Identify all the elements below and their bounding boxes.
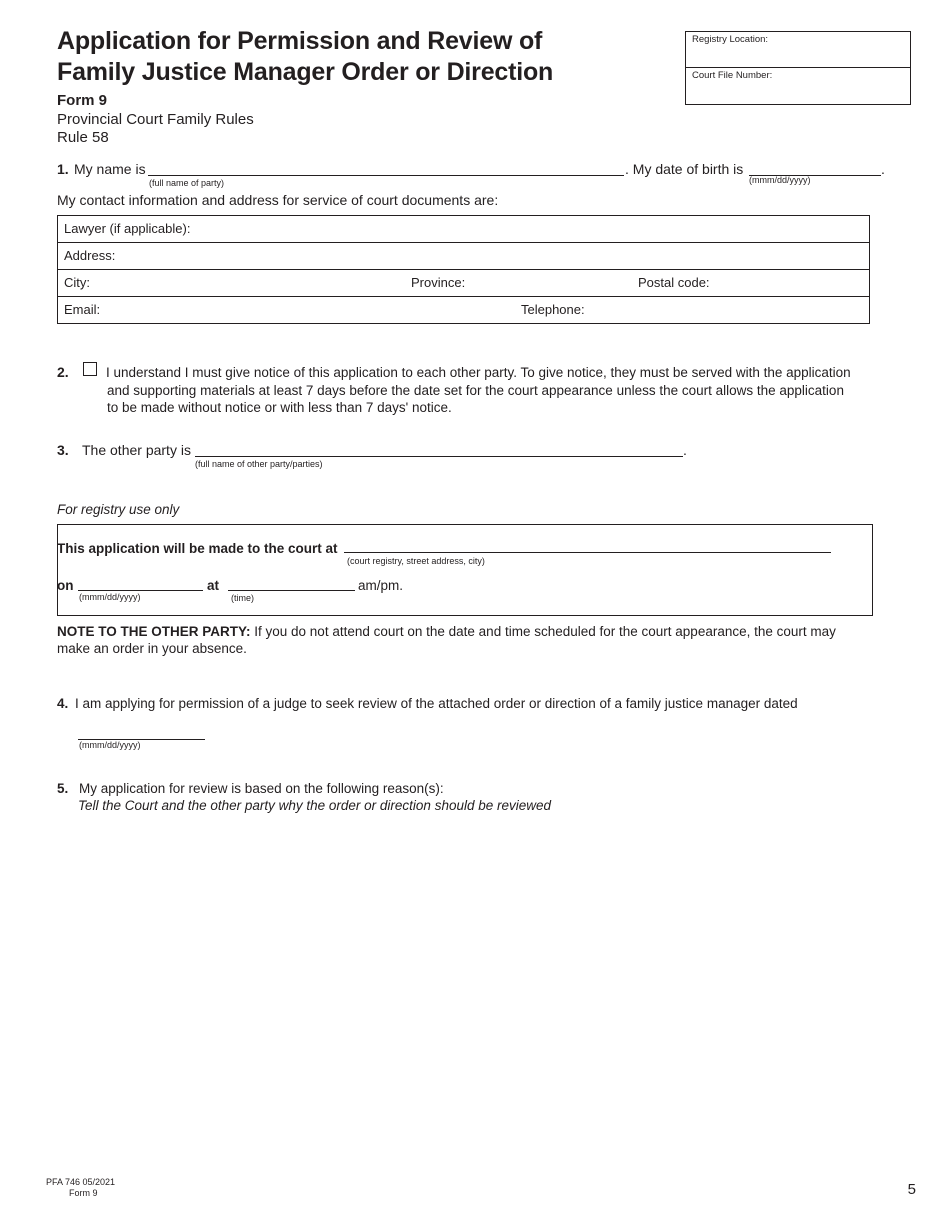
contact-intro: My contact information and address for service of court documents are:	[57, 192, 499, 208]
contact-table	[57, 215, 870, 324]
registry-use-label: For registry use only	[57, 502, 180, 517]
email-telephone-row[interactable]	[58, 296, 869, 323]
dob-hint: (mmm/dd/yyyy)	[749, 175, 811, 185]
address-label: Address:	[64, 248, 116, 263]
dob-period: .	[881, 161, 885, 177]
section-3-number: 3.	[57, 442, 69, 458]
city-label: City:	[64, 275, 90, 290]
title-line-2: Family Justice Manager Order or Direction	[57, 58, 554, 86]
section-5-text: My application for review is based on the following reason(s):	[79, 781, 444, 796]
section-3-text: The other party is	[82, 442, 191, 458]
notice-line-1: I understand I must give notice of this application to each other party. To give notice, they must be served with the application	[106, 365, 851, 380]
fjm-order-date-hint: (mmm/dd/yyyy)	[79, 740, 141, 750]
footer-code: PFA 746 05/2021	[46, 1177, 116, 1187]
section-1-text: My name is	[74, 161, 146, 177]
rules-reference	[57, 111, 254, 147]
lawyer-row[interactable]	[58, 216, 869, 242]
other-party-period: .	[683, 442, 687, 458]
form-number: Form 9	[57, 92, 108, 109]
section-4-number: 4.	[57, 696, 69, 711]
registry-use-box	[57, 524, 873, 616]
postal-code-label: Postal code:	[638, 275, 710, 290]
address-row[interactable]	[58, 242, 869, 269]
page-number: 5	[907, 1181, 916, 1198]
rules-line-1: Provincial Court Family Rules	[57, 111, 254, 128]
court-date-field[interactable]	[78, 590, 203, 591]
note-text-2: make an order in your absence.	[57, 640, 247, 656]
court-location-field[interactable]	[344, 552, 831, 553]
section-5-instruction: Tell the Court and the other party why the order or direction should be reviewed	[78, 798, 552, 813]
on-label: on	[57, 578, 74, 593]
province-label: Province:	[411, 275, 466, 290]
telephone-label: Telephone:	[521, 302, 585, 317]
notice-paragraph	[106, 364, 851, 417]
court-time-field[interactable]	[228, 590, 355, 591]
party-name-hint: (full name of party)	[149, 178, 225, 188]
court-file-number-label: Court File Number:	[692, 70, 773, 81]
city-province-row[interactable]	[58, 269, 869, 296]
notice-checkbox[interactable]	[83, 362, 97, 376]
court-location-hint: (court registry, street address, city)	[347, 556, 485, 566]
party-name-field[interactable]	[148, 175, 624, 176]
court-time-hint: (time)	[231, 593, 254, 603]
section-2-number: 2.	[57, 364, 69, 380]
court-date-hint: (mmm/dd/yyyy)	[79, 592, 141, 602]
registry-location-label: Registry Location:	[692, 34, 769, 45]
section-4-text: I am applying for permission of a judge to seek review of the attached order or direction of a family justice manager dated	[75, 696, 798, 711]
form-title	[57, 26, 553, 88]
notice-line-3: to be made without notice or with less than 7 days' notice.	[107, 400, 452, 415]
rules-line-2: Rule 58	[57, 129, 109, 146]
registry-box	[685, 31, 911, 105]
notice-line-2: and supporting materials at least 7 days before the date set for the court appearance unless the court allows the application	[107, 382, 844, 398]
note-heading: NOTE TO THE OTHER PARTY:	[57, 624, 251, 639]
registry-location-field[interactable]	[686, 32, 910, 67]
at-label: at	[207, 578, 220, 593]
review-reasons-area[interactable]	[78, 820, 878, 1160]
form-footer	[46, 1177, 115, 1199]
lawyer-label: Lawyer (if applicable):	[64, 221, 191, 236]
dob-text: . My date of birth is	[625, 161, 744, 177]
court-at-label: This application will be made to the court at	[57, 541, 338, 556]
note-to-other-party	[57, 624, 836, 657]
footer-form: Form 9	[69, 1188, 98, 1198]
title-line-1: Application for Permission and Review of	[57, 27, 543, 55]
email-label: Email:	[64, 302, 101, 317]
other-party-hint: (full name of other party/parties)	[195, 459, 323, 469]
section-5-number: 5.	[57, 781, 69, 796]
other-party-field[interactable]	[195, 456, 683, 457]
note-text-1: If you do not attend court on the date and time scheduled for the court appearance, the court may	[250, 624, 836, 639]
court-file-number-field[interactable]	[686, 67, 910, 103]
section-1-number: 1.	[57, 161, 69, 177]
ampm-label: am/pm.	[358, 578, 404, 593]
